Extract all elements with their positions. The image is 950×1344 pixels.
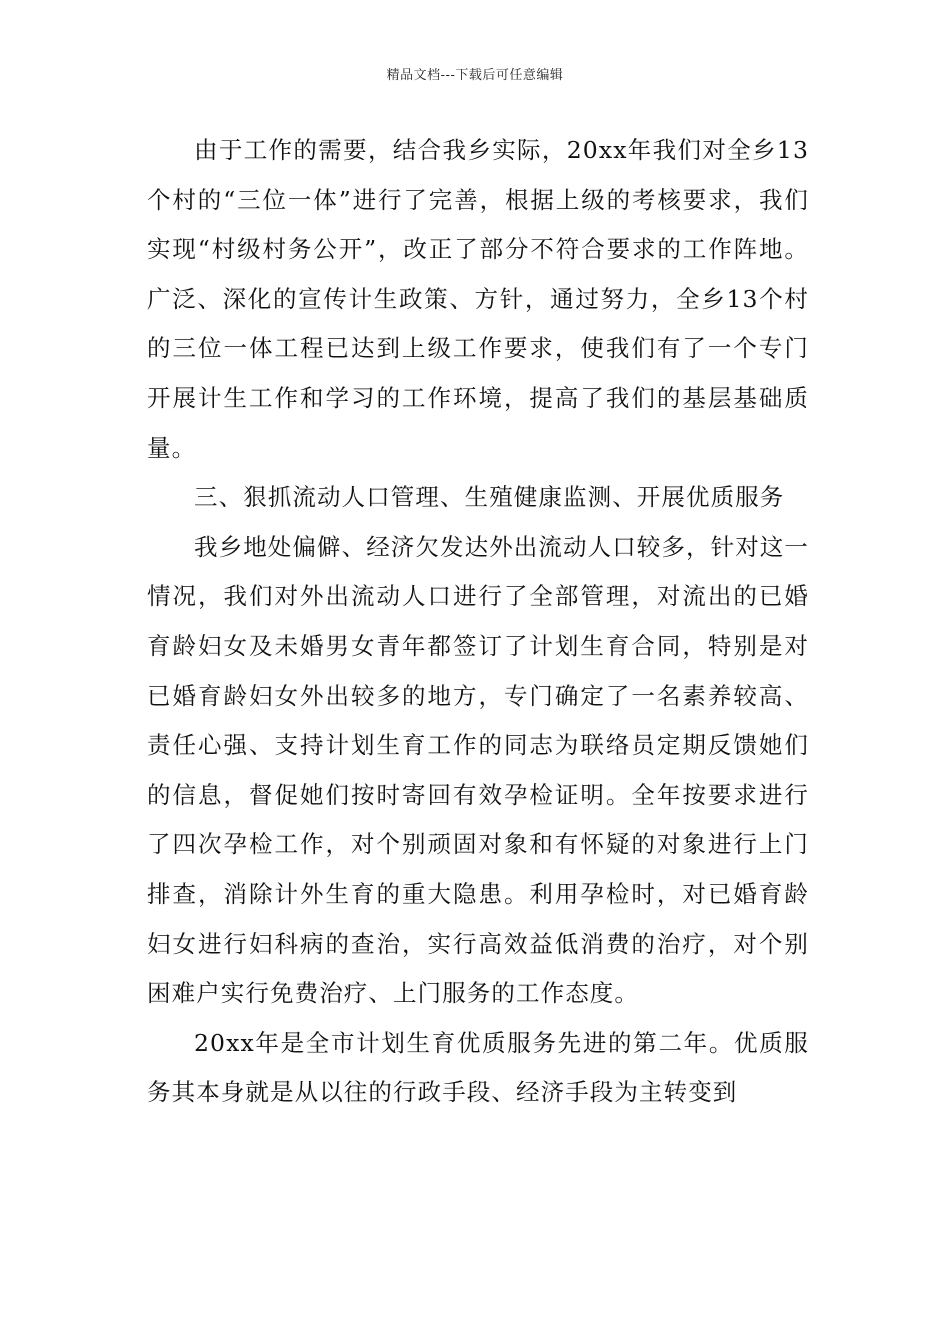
paragraph: 20xx年是全市计划生育优质服务先进的第二年。优质服务其本身就是从以往的行政手段、经济手段为主转变到 [147,1028,809,1107]
document-body [147,126,809,1118]
section-heading: 三、狠抓流动人口管理、生殖健康监测、开展优质服务 [194,483,785,512]
paragraph: 由于工作的需要，结合我乡实际，20xx年我们对全乡13个村的“三位一体”进行了完善，根据上级的考核要求，我们实现“村级村务公开”，改正了部分不符合要求的工作阵地。广泛、深化的宣传计生政策、方针，通过努力，全乡13个村的三位一体工程已达到上级工作要求，使我们有了一个专门开展计生工作和学习的工作环境，提高了我们的基层基础质量。 [147,136,809,462]
page-header: 精品文档---下载后可任意编辑 [386,68,564,83]
paragraph: 我乡地处偏僻、经济欠发达外出流动人口较多，针对这一情况，我们对外出流动人口进行了全部管理，对流出的已婚育龄妇女及未婚男女青年都签订了计划生育合同，特别是对已婚育龄妇女外出较多的地方，专门确定了一名素养较高、责任心强、支持计划生育工作的同志为联络员定期反馈她们的信息，督促她们按时寄回有效孕检证明。全年按要求进行了四次孕检工作，对个别顽固对象和有怀疑的对象进行上门排查，消除计外生育的重大隐患。利用孕检时，对已婚育龄妇女进行妇科病的查治，实行高效益低消费的治疗，对个别困难户实行免费治疗、上门服务的工作态度。 [147,532,809,1008]
